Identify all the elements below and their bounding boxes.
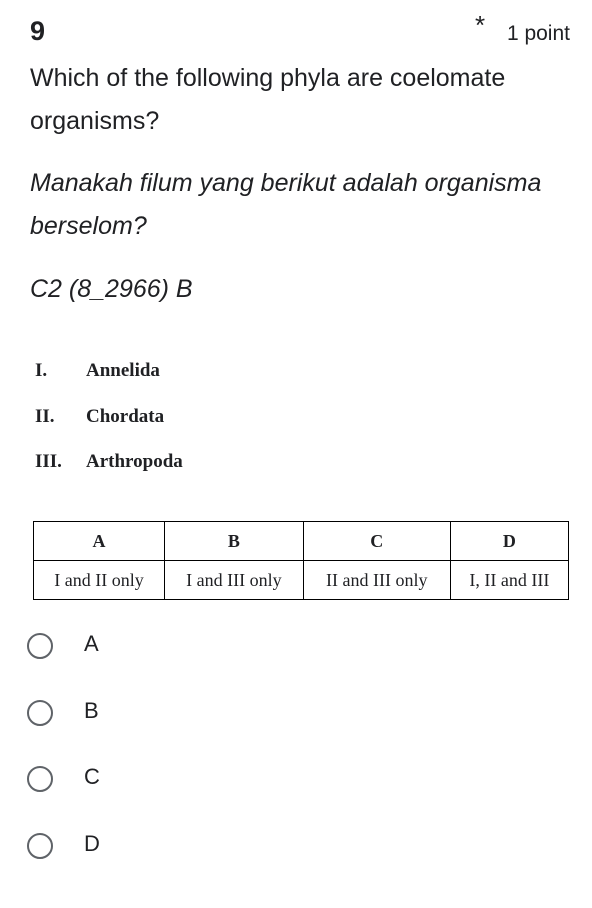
radio-circle-icon[interactable]	[27, 633, 53, 659]
item-numeral: I.	[35, 360, 48, 381]
item-numeral: II.	[35, 405, 55, 427]
table-row	[34, 561, 569, 600]
table-header-row	[34, 522, 569, 561]
option-label: C	[84, 764, 100, 790]
question-code: C2 (8_2966) B	[30, 275, 193, 303]
item-numeral: III.	[35, 451, 62, 472]
answer-key-table	[33, 521, 569, 600]
radio-circle-icon[interactable]	[27, 833, 53, 859]
radio-circle-icon[interactable]	[27, 766, 53, 792]
points-value: 1 point	[506, 22, 570, 45]
table-header-b: B	[164, 522, 303, 561]
question-number: 9	[30, 16, 46, 46]
radio-circle-icon[interactable]	[27, 700, 53, 726]
question-text-malay: Manakah filum yang berikut adalah organisma berselom?	[30, 169, 542, 240]
table-cell-d: I, II and III	[450, 561, 568, 600]
table-cell-c: II and III only	[303, 561, 450, 600]
table-header-d: D	[450, 522, 568, 561]
required-asterisk: *	[474, 10, 486, 40]
item-label: Arthropoda	[86, 451, 183, 472]
item-label: Annelida	[86, 360, 160, 381]
table-header-a: A	[34, 522, 165, 561]
option-label: D	[84, 831, 100, 857]
table-cell-b: I and III only	[164, 561, 303, 600]
points-label	[474, 10, 570, 46]
question-text-english: Which of the following phyla are coelomate organisms?	[30, 64, 506, 135]
table-cell-a: I and II only	[34, 561, 165, 600]
table-header-c: C	[303, 522, 450, 561]
option-label: A	[84, 631, 99, 656]
item-label: Chordata	[86, 405, 165, 427]
option-label: B	[84, 697, 99, 723]
